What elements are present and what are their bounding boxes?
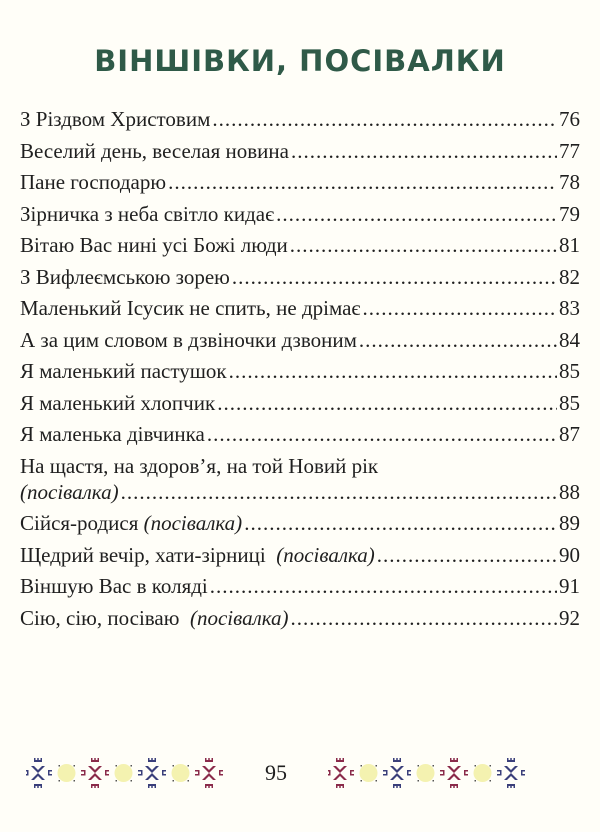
dot-leader [291,136,557,168]
entry-title: Маленький Ісусик не спить, не дрімає [20,296,361,320]
entry-title: Пане господарю [20,170,167,194]
toc-entry[interactable] [20,477,580,509]
dot-leader [362,293,557,325]
entry-page: 92 [559,605,580,630]
dot-leader [168,167,557,199]
table-of-contents [20,104,580,634]
entry-page: 82 [559,264,580,289]
toc-entry[interactable] [20,293,580,325]
entry-page: 88 [559,479,580,504]
toc-entry[interactable] [20,262,580,294]
page-number: 95 [265,760,287,785]
entry-title: Щедрий вечір, хати-зірниці [20,542,266,567]
entry-page: 87 [559,422,580,446]
dot-leader [212,104,557,136]
entry-page: 76 [559,107,580,131]
entry-note: (посівалка) [143,511,243,535]
entry-note: (посівалка) [20,479,119,504]
toc-entry[interactable] [20,136,580,168]
toc-entry[interactable] [20,419,580,451]
embroidery-ornament-right-icon [328,756,528,790]
entry-title: Сійся-родися [20,511,139,535]
embroidery-ornament-left-icon [26,756,226,790]
section-title: ВІНШІВКИ, ПОСІВАЛКИ [94,44,506,78]
entry-title: З Різдвом Христовим [20,107,211,131]
entry-page: 85 [559,390,580,415]
entry-note: (посівалка) [189,605,289,630]
entry-page: 77 [559,138,580,163]
entry-title: А за цим словом в дзвіночки дзвоним [20,327,357,352]
toc-entry[interactable] [20,199,580,231]
entry-title: З Вифлеємською зорею [20,264,230,289]
dot-leader [359,325,557,357]
toc-entry[interactable] [20,388,580,420]
dot-leader [207,419,557,451]
toc-entry[interactable] [20,603,580,635]
entry-page: 83 [559,296,580,320]
dot-leader [290,230,557,262]
entry-page: 90 [559,542,580,567]
dot-leader [217,388,557,420]
entry-title-line1[interactable]: На щастя, на здоров’я, на той Новий рік [20,453,379,478]
toc-entry[interactable] [20,540,580,572]
dot-leader [232,262,557,294]
toc-entry[interactable] [20,104,580,136]
entry-title: Зірничка з неба світло кидає [20,201,275,226]
entry-page: 81 [559,233,580,257]
entry-page: 78 [559,170,580,194]
entry-title: Вітаю Вас нині усі Божі люди [20,233,288,257]
toc-entry[interactable] [20,508,580,540]
toc-entry[interactable] [20,230,580,262]
dot-leader [377,540,557,572]
dot-leader [121,477,557,509]
entry-page: 85 [559,359,580,383]
entry-title: Я маленька дівчинка [20,422,205,446]
entry-title: Сію, сію, посіваю [20,605,180,630]
toc-entry[interactable] [20,325,580,357]
toc-entry[interactable] [20,571,580,603]
entry-page: 79 [559,201,580,226]
entry-title: Віншую Вас в коляді [20,574,208,598]
entry-page: 91 [559,574,580,598]
dot-leader [276,199,557,231]
entry-title: Веселий день, веселая новина [20,138,289,163]
toc-entry[interactable] [20,167,580,199]
dot-leader [291,603,557,635]
entry-note: (посівалка) [276,542,375,567]
dot-leader [210,571,557,603]
toc-entry[interactable] [20,356,580,388]
entry-title: Я маленький пастушок [20,359,227,383]
entry-page: 89 [559,511,580,535]
dot-leader [229,356,557,388]
entry-title: Я маленький хлопчик [20,390,216,415]
dot-leader [244,508,557,540]
entry-page: 84 [559,327,580,352]
